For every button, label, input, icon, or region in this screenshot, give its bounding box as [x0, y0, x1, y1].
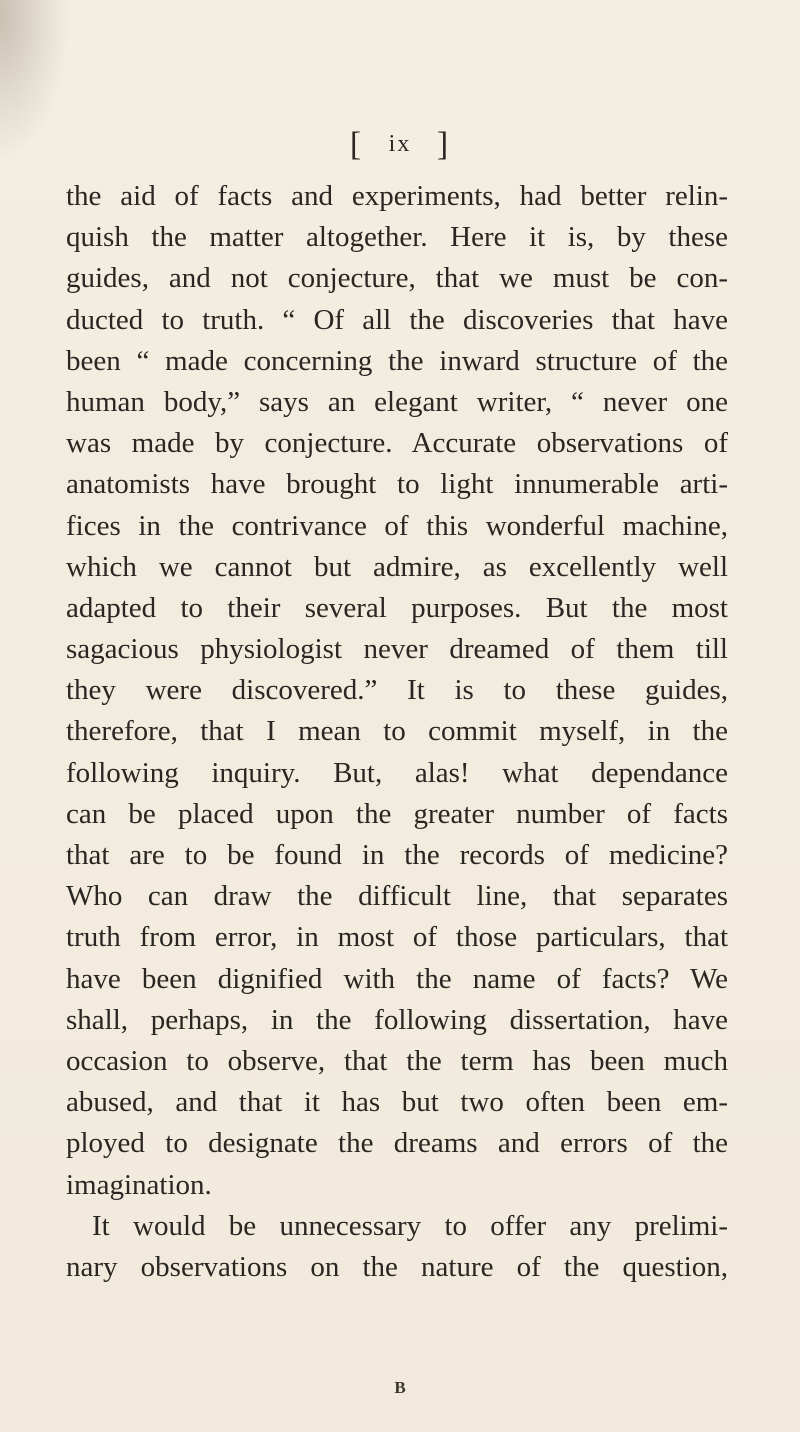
signature-mark: B	[394, 1378, 406, 1397]
text-line: that are to be found in the records of medicine?	[66, 839, 728, 871]
text-line: human body,” says an elegant writer, “ never one	[66, 385, 728, 418]
header-left-bracket: [	[349, 126, 364, 163]
text-line: been “ made concerning the inward structure of the	[66, 344, 728, 377]
text-line: nary observations on the nature of the question,	[66, 1250, 728, 1283]
text-line: ducted to truth. “ Of all the discoveries that have	[66, 303, 728, 336]
text-line: can be placed upon the greater number of facts	[66, 797, 728, 830]
text-line: fices in the contrivance of this wonderful machine,	[66, 509, 728, 542]
text-line: adapted to their several purposes. But the most	[66, 591, 728, 624]
text-line: they were discovered.” It is to these guides,	[66, 674, 728, 707]
text-line: ployed to designate the dreams and errors of the	[66, 1127, 728, 1160]
text-line: following inquiry. But, alas! what dependance	[66, 756, 728, 789]
text-line: anatomists have brought to light innumerable arti-	[66, 468, 728, 501]
text-line: the aid of facts and experiments, had better relin-	[66, 180, 728, 212]
text-line: quish the matter altogether. Here it is, by these	[66, 221, 728, 254]
text-line: have been dignified with the name of facts? We	[66, 962, 728, 995]
text-line: guides, and not conjecture, that we must be con-	[66, 262, 728, 295]
text-line: Who can draw the difficult line, that separates	[66, 880, 728, 913]
text-line: which we cannot but admire, as excellently well	[66, 550, 728, 583]
running-header	[0, 126, 800, 164]
header-right-bracket: ]	[436, 126, 451, 163]
text-line: occasion to observe, that the term has been much	[66, 1044, 728, 1077]
body-text	[66, 176, 728, 1288]
text-line: abused, and that it has but two often been em-	[66, 1086, 728, 1119]
text-line-paragraph-start: It would be unnecessary to offer any prelimi-	[92, 1209, 728, 1242]
text-line: truth from error, in most of those particulars, that	[66, 921, 728, 954]
text-line-paragraph-end: imagination.	[66, 1168, 212, 1201]
page-number: ix	[388, 131, 412, 157]
text-line: therefore, that I mean to commit myself, in the	[66, 715, 728, 748]
text-line: sagacious physiologist never dreamed of them till	[66, 633, 728, 666]
text-line: was made by conjecture. Accurate observations of	[66, 427, 728, 460]
text-line: shall, perhaps, in the following dissertation, have	[66, 1003, 728, 1036]
